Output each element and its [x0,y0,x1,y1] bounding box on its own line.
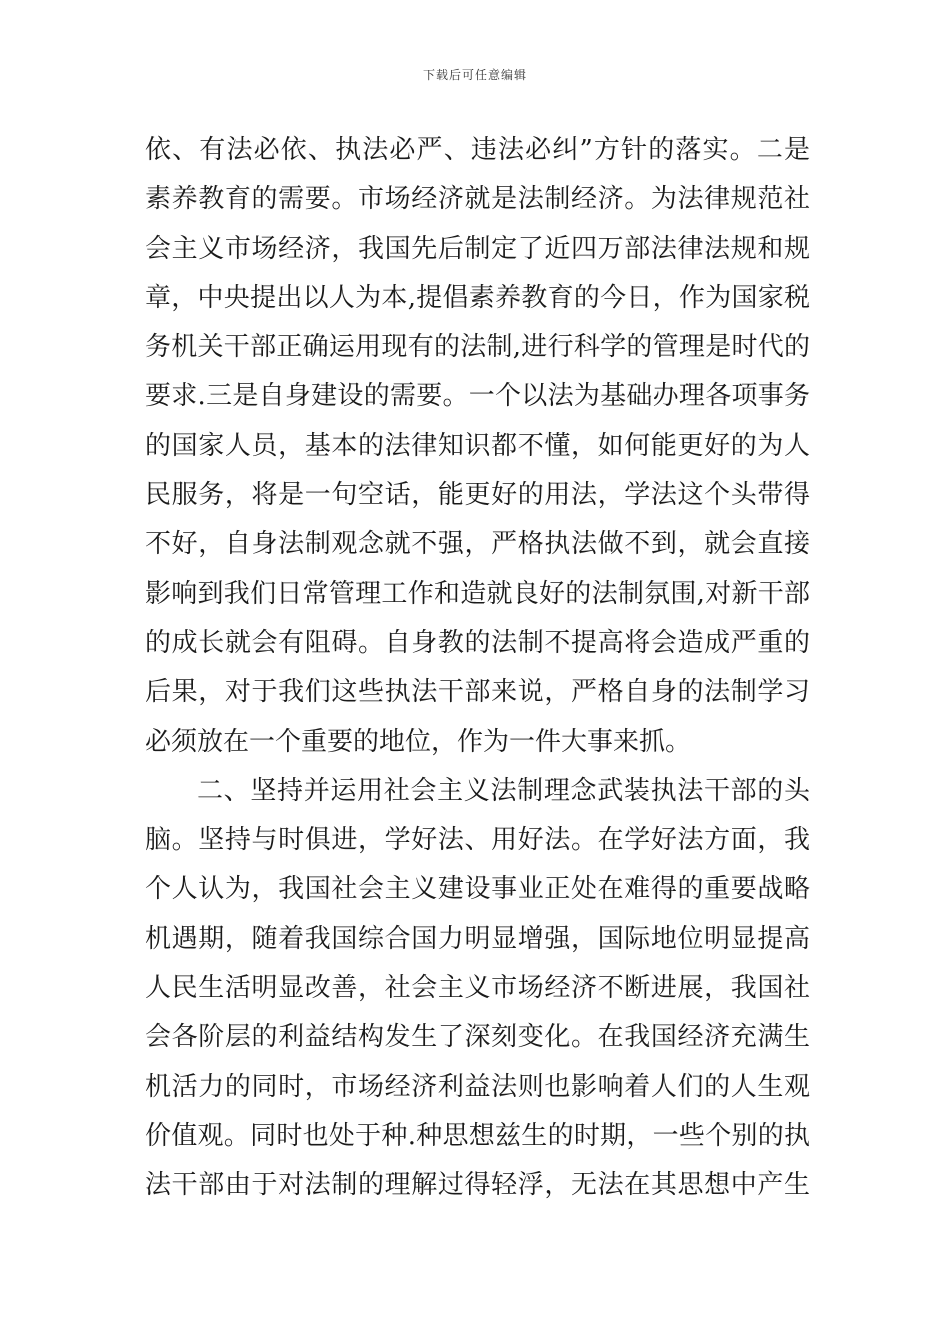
text-line: 会各阶层的利益结构发生了深刻变化。在我国经济充满生 [145,1022,810,1053]
text-line: 后果，对于我们这些执法干部来说，严格自身的法制学习 [145,677,810,708]
text-line: 脑。坚持与时俱进，学好法、用好法。在学好法方面，我 [145,825,810,856]
text-line: 价值观。同时也处于种.种思想兹生的时期，一些个别的执 [145,1120,810,1151]
text-line: 人民生活明显改善，社会主义市场经济不断进展，我国社 [145,973,810,1004]
text-line: 法干部由于对法制的理解过得轻浮，无法在其思想中产生 [145,1170,810,1201]
text-line: 章，中央提出以人为本,提倡素养教育的今日，作为国家税 [145,282,810,313]
text-line: 个人认为，我国社会主义建设事业正处在难得的重要战略 [145,874,810,905]
text-line: 的国家人员，基本的法律知识都不懂，如何能更好的为人 [145,430,810,461]
text-line: 必须放在一个重要的地位，作为一件大事来抓。 [145,726,692,757]
text-line: 依、有法必依、执法必严、违法必纠”方针的落实。二是 [145,135,810,165]
text-line: 不好，自身法制观念就不强，严格执法做不到，就会直接 [145,529,810,560]
text-line: 要求.三是自身建设的需要。一个以法为基础办理各项事务 [145,381,810,412]
text-line: 的成长就会有阻碍。自身教的法制不提高将会造成严重的 [145,627,810,658]
text-line: 民服务，将是一句空话，能更好的用法，学法这个头带得 [145,480,810,511]
text-line: 会主义市场经济，我国先后制定了近四万部法律法规和规 [145,233,810,264]
paragraph-start-line: 二、坚持并运用社会主义法制理念武装执法干部的头 [197,775,810,806]
text-line: 机遇期，随着我国综合国力明显增强，国际地位明显提高 [145,923,810,954]
body-text [145,126,810,1211]
header-note: 下载后可任意编辑 [422,68,527,82]
text-line: 素养教育的需要。市场经济就是法制经济。为法律规范社 [145,184,810,215]
text-line: 机活力的同时，市场经济利益法则也影响着人们的人生观 [145,1071,810,1102]
text-line: 影响到我们日常管理工作和造就良好的法制氛围,对新干部 [145,578,810,609]
text-line: 务机关干部正确运用现有的法制,进行科学的管理是时代的 [145,332,810,363]
